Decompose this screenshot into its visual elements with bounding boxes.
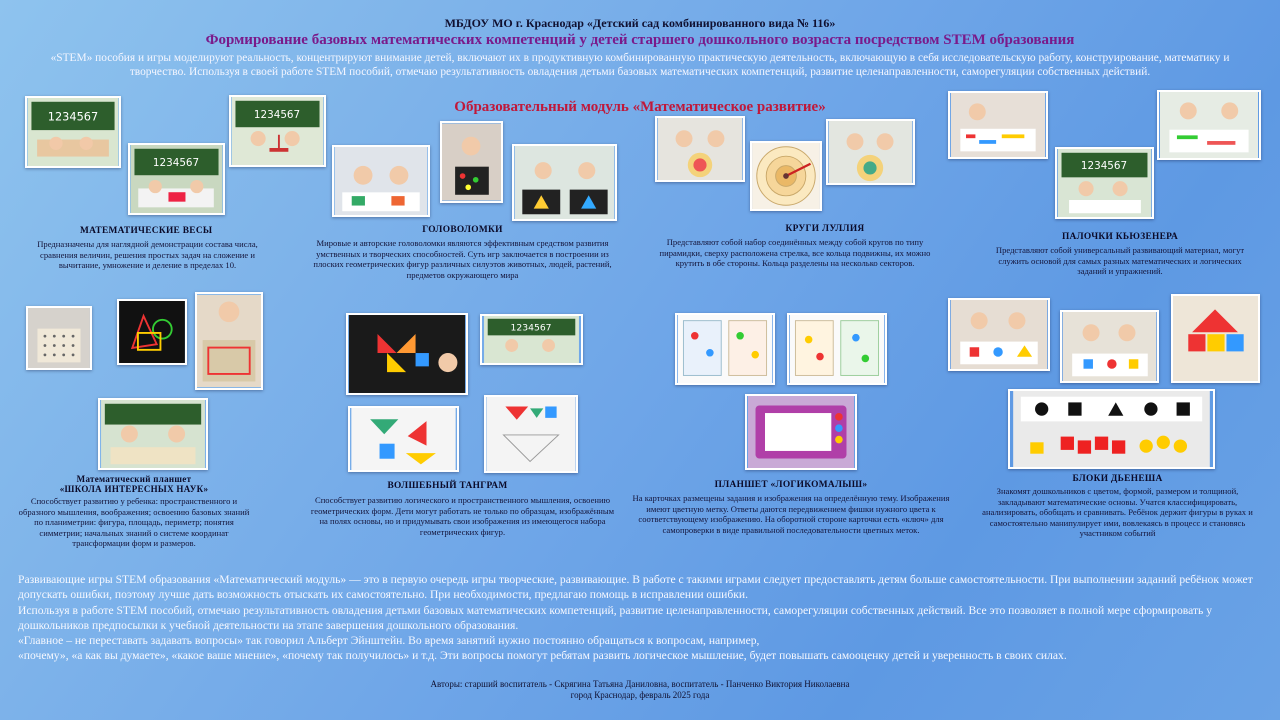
photo-logico-1: [675, 313, 775, 385]
section-cuisenaire-title: ПАЛОЧКИ КЬЮЗЕНЕРА: [1061, 232, 1179, 242]
section-tablet-text: Способствует развитию у ребенка: пространственного и образного мышления, воображения; освоению базовых знаний по планиметрии: фигура, площадь, периметр; понятия симметрии; начальных знаний о системе координат трансформации форм и размеров.: [18, 496, 250, 549]
section-tangram: [310, 481, 615, 537]
photo-puzzles-2: [440, 121, 503, 203]
section-cuisenaire: [985, 232, 1255, 277]
footer-paragraph-4: «почему», «а как вы думаете», «какое ваше мнение», «почему так получилось» и т.д. Эти вопросы помогут ребятам развить логическое мышление, будет повышать самооценку детей и уверенность в своих силах.: [18, 649, 1067, 663]
photo-lullia-2: [826, 119, 915, 185]
photo-tangram-1: [346, 313, 468, 395]
section-dienes-text: Знакомят дошкольников с цветом, формой, размером и толщиной, закладывают математические основы. Учатся классифицировать, анализировать, обобщать и сравнивать. Ребёнок держит фигуры в руках и самостоятельно манипулирует ими, вовлекаясь в процесс и становясь участником событий: [982, 486, 1253, 539]
section-tablet-title-line1: Математический планшет: [76, 474, 192, 484]
section-puzzles-title: ГОЛОВОЛОМКИ: [422, 225, 503, 235]
authors-block: [0, 679, 1280, 701]
footer-paragraph-3: «Главное – не переставать задавать вопросы» так говорил Альберт Эйнштейн. Во время занятий нужно постоянно обращаться к вопросам, например,: [18, 634, 760, 648]
photo-scales-1: [25, 96, 121, 168]
intro-text: «STEM» пособия и игры моделируют реальность, концентрируют внимание детей, включают их в продуктивную комбинированную практическую деятельность, включающую в себя исследовательскую работу, конструирование, математику и творчество. Используя в своей работе STEM пособий, отмечаю результативность овладения детьми базовых математических компетенций, развитие целенаправленности, саморегуляции собственных действий.: [50, 52, 1230, 78]
photo-scales-3: [229, 95, 326, 167]
number-strip: 1234567: [47, 109, 99, 124]
section-puzzles-text: Мировые и авторские головоломки являются эффективным средством развития умственных и творческих способностей. Суть игр заключается в построении из плоских геометрических фигур различных силуэтов животных, людей, растений, предметов окружающего мира: [313, 238, 612, 280]
section-logico-title: ПЛАНШЕТ «ЛОГИКОМАЛЫШ»: [714, 480, 868, 490]
photo-cuisenaire-1: [948, 91, 1048, 159]
photo-logico-2: [787, 313, 887, 385]
section-scales: [25, 226, 270, 271]
section-lullia-title: КРУГИ ЛУЛЛИЯ: [785, 224, 865, 234]
number-strip: 1234567: [152, 156, 200, 169]
photo-tablet-4: [98, 398, 208, 470]
section-tangram-text: Способствует развитию логического и пространственного мышления, освоению геометрических форм. Дети могут работать не только по образцам, изображённым на полях основы, но и придумывать свои изображения из имеющегося набора геометрических фигур.: [310, 495, 615, 537]
number-strip: 1234567: [510, 322, 552, 334]
number-strip: 1234567: [1080, 159, 1128, 172]
photo-tablet-2: [117, 299, 187, 365]
photo-puzzles-3: [512, 144, 617, 221]
photo-tangram-4: [484, 395, 578, 473]
authors-line: Авторы: старший воспитатель - Скрягина Татьяна Даниловна, воспитатель - Панченко Виктория Николаевна: [430, 679, 850, 689]
photo-puzzles-1: [332, 145, 430, 217]
photo-lullia-1: [655, 116, 745, 182]
organization-name: МБДОУ МО г. Краснодар «Детский сад комбинированного вида № 116»: [444, 16, 836, 30]
photo-cuisenaire-3: [1055, 147, 1154, 219]
photo-tablet-3: [195, 292, 263, 390]
section-logico: [632, 480, 950, 535]
photo-cuisenaire-2: [1157, 90, 1261, 160]
section-logico-text: На карточках размещены задания и изображения на определённую тему. Изображения имеют цветную метку. Ответы даются передвижением фишки нужного цвета к соответствующему изображению. На оборотной стороне карточки есть «ключ» для самопроверки в виде правильной последовательности цветных меток.: [632, 493, 950, 535]
photo-tangram-3: [348, 406, 459, 472]
section-lullia-text: Представляют собой набор соединённых между собой кругов по типу пирамидки, сверху расположена стрелка, все кольца подвижны, их можно крутить в обе стороны. Кольца разделены на несколько секторов.: [659, 237, 931, 269]
number-strip: 1234567: [253, 108, 301, 121]
section-tablet: [18, 474, 250, 549]
footer-text: [18, 572, 1263, 664]
city-date-line: город Краснодар, февраль 2025 года: [570, 690, 710, 700]
photo-tangram-2: [480, 314, 583, 365]
section-tablet-title-line2: «ШКОЛА ИНТЕРЕСНЫХ НАУК»: [59, 484, 209, 494]
photo-lullia-wheel: [750, 141, 822, 211]
section-dienes-title: БЛОКИ ДЬЕНЕША: [1072, 474, 1163, 484]
footer-paragraph-2: Используя в работе STEM пособий, отмечаю результативность овладения детьми базовых математических компетенций, развитие целенаправленности, саморегуляции собственных действий. Все это позволяет в полной мере сформировать у дошкольников предпосылки к учебной деятельности на этапе завершения дошкольного образования.: [18, 603, 1212, 632]
module-title: Образовательный модуль «Математическое развитие»: [454, 99, 826, 115]
section-cuisenaire-text: Представляют собой универсальный развивающий материал, могут служить основой для самых разных математических и логических заданий и упражнений.: [995, 245, 1245, 277]
section-dienes: [975, 474, 1260, 539]
section-puzzles: [310, 225, 615, 280]
section-lullia: [650, 224, 940, 269]
section-scales-text: Предназначены для наглядной демонстрации состава числа, сравнения величин, решения простых задач на сложение и вычитание, умножение и деление в пределах 10.: [37, 239, 258, 271]
photo-tablet-1: [26, 306, 92, 370]
section-scales-title: МАТЕМАТИЧЕСКИЕ ВЕСЫ: [80, 226, 213, 236]
photo-dienes-4: [1008, 389, 1215, 469]
photo-logico-3: [745, 394, 857, 470]
section-tangram-title: ВОЛШЕБНЫЙ ТАНГРАМ: [387, 481, 508, 491]
poster-title: Формирование базовых математических компетенций у детей старшего дошкольного возраста посредством STEM образования: [205, 32, 1075, 48]
photo-dienes-2: [1060, 310, 1159, 383]
photo-dienes-3: [1171, 294, 1260, 383]
photo-scales-2: [128, 143, 225, 215]
photo-dienes-1: [948, 298, 1050, 371]
footer-paragraph-1: Развивающие игры STEM образования «Математический модуль» — это в первую очередь игры творческие, развивающие. В работе с такими играми следует предоставлять детям больше самостоятельности. При выполнении заданий ребёнок может допускать ошибки, поэтому лучше дать возможность отыскать их самостоятельно. При необходимости, предлагаю помощь в исправлении ошибки.: [18, 573, 1253, 602]
